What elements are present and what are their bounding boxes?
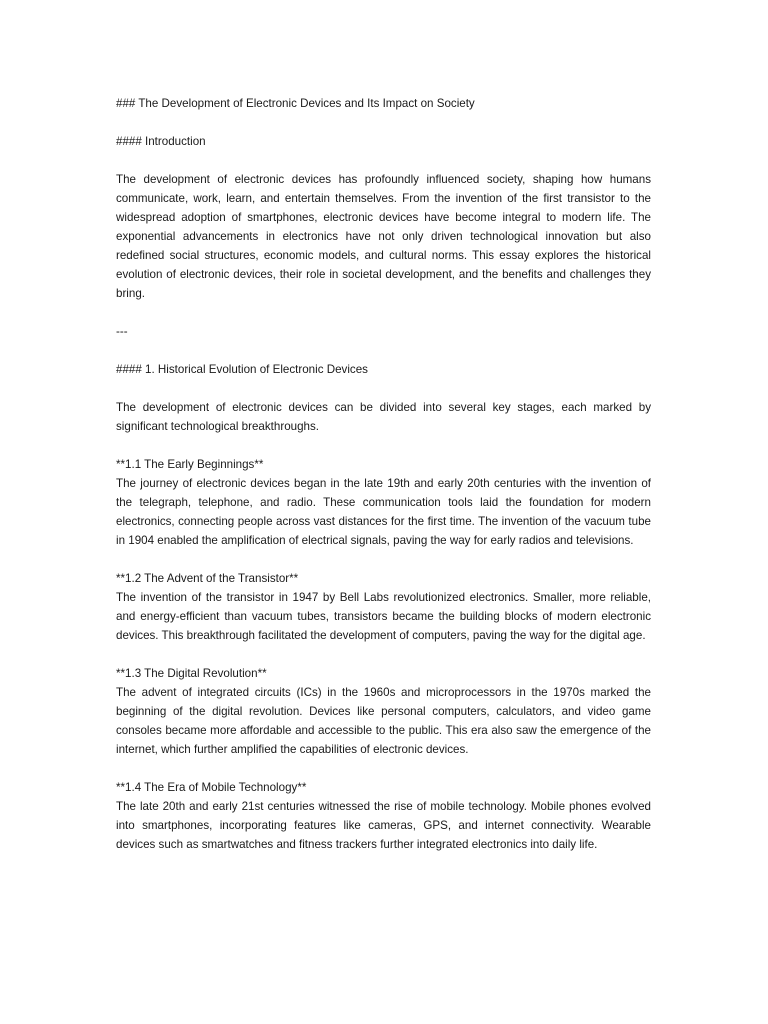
- subsection-body: The journey of electronic devices began in the late 19th and early 20th centuries with the invention of the telegraph, telephone, and radio. These communication tools laid the foundation for modern electronics, connecting people across vast distances for the first time. The invention of the vacuum tube in 1904 enabled the amplification of electrical signals, paving the way for early radios and televisions.: [116, 477, 651, 547]
- subsection-heading: **1.2 The Advent of the Transistor**: [116, 572, 299, 585]
- subsection-heading: **1.1 The Early Beginnings**: [116, 458, 264, 471]
- subsection-body: The advent of integrated circuits (ICs) in the 1960s and microprocessors in the 1970s marked the beginning of the digital revolution. Devices like personal computers, calculators, and video game consoles became more affordable and accessible to the public. This era also saw the emergence of the internet, which further amplified the capabilities of electronic devices.: [116, 686, 651, 756]
- document-title: ### The Development of Electronic Devices and Its Impact on Society: [116, 97, 475, 110]
- subsection-heading: **1.4 The Era of Mobile Technology**: [116, 781, 307, 794]
- subsection-1-1: [116, 455, 651, 550]
- subsection-body: The invention of the transistor in 1947 by Bell Labs revolutionized electronics. Smaller, more reliable, and energy-efficient than vacuum tubes, transistors became the building blocks of modern electronic devices. This breakthrough facilitated the development of computers, paving the way for the digital age.: [116, 591, 651, 642]
- introduction-heading: #### Introduction: [116, 135, 206, 148]
- subsection-1-3: [116, 664, 651, 759]
- section-1-intro: The development of electronic devices can be divided into several key stages, each marked by significant technological breakthroughs.: [116, 401, 651, 433]
- section-1-heading: #### 1. Historical Evolution of Electronic Devices: [116, 363, 368, 376]
- document-page: [116, 94, 651, 873]
- subsection-1-2: [116, 569, 651, 645]
- subsection-heading: **1.3 The Digital Revolution**: [116, 667, 267, 680]
- subsection-body: The late 20th and early 21st centuries witnessed the rise of mobile technology. Mobile phones evolved into smartphones, incorporating features like cameras, GPS, and internet connectivity. Wearable devices such as smartwatches and fitness trackers further integrated electronics into daily life.: [116, 800, 651, 851]
- section-separator: ---: [116, 325, 128, 338]
- introduction-paragraph: The development of electronic devices has profoundly influenced society, shaping how humans communicate, work, learn, and entertain themselves. From the invention of the first transistor to the widespread adoption of smartphones, electronic devices have become integral to modern life. The exponential advancements in electronics have not only driven technological innovation but also redefined social structures, economic models, and cultural norms. This essay explores the historical evolution of electronic devices, their role in societal development, and the benefits and challenges they bring.: [116, 173, 651, 300]
- subsection-1-4: [116, 778, 651, 854]
